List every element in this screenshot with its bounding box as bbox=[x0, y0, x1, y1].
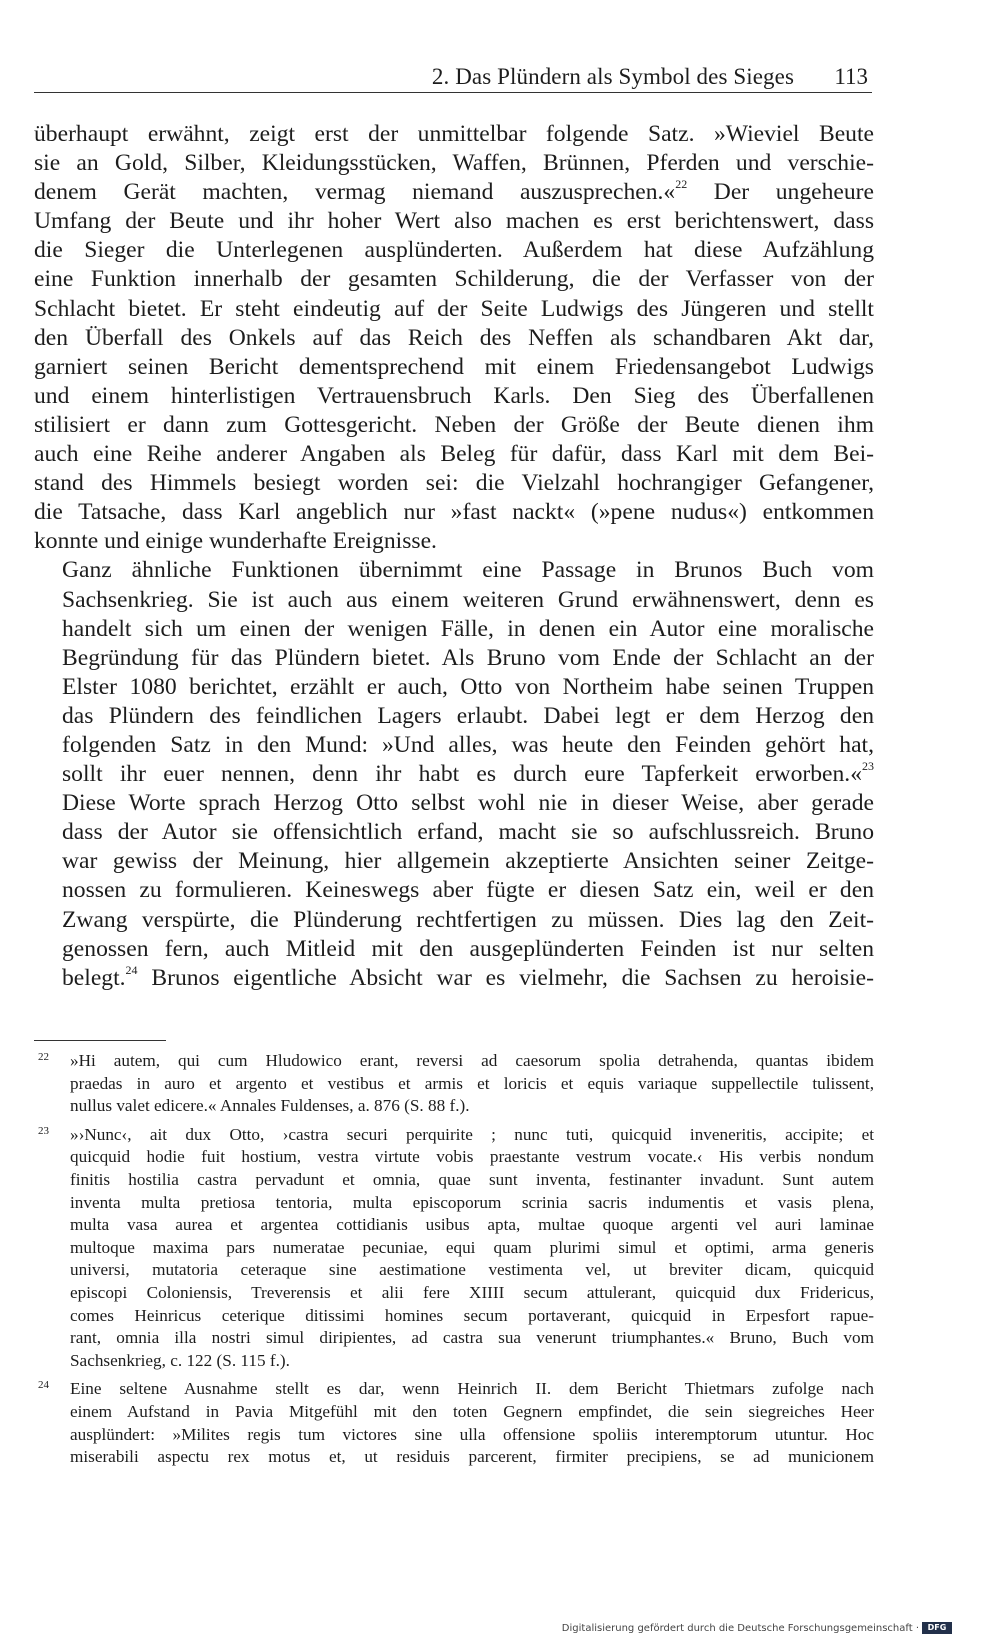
footnote-line: miserabili aspectu rex motus et, ut residuis parcerent, firmiter precipiens, se ad municionem bbox=[70, 1447, 874, 1467]
text-line: sie an Gold, Silber, Kleidungsstücken, Waffen, Brünnen, Pferden und verschie- bbox=[34, 150, 874, 177]
text-line: Ganz ähnliche Funktionen übernimmt eine Passage in Brunos Buch vom bbox=[62, 557, 874, 584]
text-line: belegt.$^{24}$ Brunos eigentliche Absicht war es vielmehr, die Sachsen zu heroisie- bbox=[62, 962, 874, 991]
text-line: Zwang verspürte, die Plünderung rechtfertigen zu müssen. Dies lag den Zeit- bbox=[62, 906, 874, 933]
footnote-ref: 24 bbox=[125, 962, 138, 977]
running-header bbox=[34, 62, 872, 93]
text-line: genossen fern, auch Mitleid mit den ausgeplünderten Feinden ist nur selten bbox=[62, 935, 874, 962]
text-line: folgenden Satz in den Mund: »Und alles, was heute den Feinden gehört hat, bbox=[62, 731, 874, 758]
dfg-logo-icon: DFG bbox=[922, 1622, 952, 1634]
footnote-ref: 22 bbox=[675, 177, 688, 192]
text-line: stand des Himmels besiegt worden sei: die Vielzahl hochrangiger Gefangener, bbox=[34, 470, 874, 497]
text-line: und einem hinterlistigen Vertrauensbruch Karls. Den Sieg des Überfallenen bbox=[34, 382, 874, 409]
footnote-number: 24 bbox=[38, 1379, 49, 1392]
footnote-number: 22 bbox=[38, 1051, 49, 1063]
footnote-line: finitis hostilia castra pervadunt et omnia, quae sunt inventa, festinanter invadunt. Sunt autem bbox=[70, 1169, 874, 1189]
text-line: die Sieger die Unterlegenen ausplünderten. Außerdem hat diese Aufzählung bbox=[34, 237, 874, 264]
footnote-line: rant, omnia illa nostri simul diripientes, ad castra sua venerunt triumphantes.« Bruno, Buch vom bbox=[70, 1328, 874, 1348]
text-line: Diese Worte sprach Herzog Otto selbst wohl nie in dieser Weise, aber gerade bbox=[62, 790, 874, 817]
footnote-24 bbox=[34, 1378, 874, 1468]
text-line: auch eine Reihe anderer Angaben als Beleg für dafür, dass Karl mit dem Bei- bbox=[34, 441, 874, 468]
text-line: den Überfall des Onkels auf das Reich des Neffen als schandbaren Akt dar, bbox=[34, 324, 874, 351]
footnote-line: quicquid hodie fuit hostium, vestra virtute vobis praestante vestrum vocate.‹ His verbis nondum bbox=[70, 1147, 874, 1167]
credit-text: Digitalisierung gefördert durch die Deutsche Forschungsgemeinschaft · bbox=[561, 1622, 919, 1634]
footnotes bbox=[34, 1050, 874, 1475]
running-title: 2. Das Plündern als Symbol des Sieges bbox=[431, 64, 794, 89]
footnote-line: nullus valet edicere.« Annales Fuldenses, a. 876 (S. 88 f.). bbox=[70, 1096, 470, 1116]
digitization-credit bbox=[562, 1622, 952, 1634]
text-line: sollt ihr euer nennen, denn ihr habt es durch eure Tapferkeit erworben.«$^{23}$ bbox=[62, 759, 874, 788]
text-line: Umfang der Beute und ihr hoher Wert also machen es erst berichtenswert, dass bbox=[34, 208, 874, 235]
footnote-line: »Hi autem, qui cum Hludowico erant, reversi ad caesorum spolia detrahenda, quantas ibidem bbox=[70, 1051, 874, 1070]
footnote-line: episcopi Coloniensis, Treverensis et alii fere XIIII secum attulerant, quicquid dux Fridericus, bbox=[70, 1282, 874, 1302]
footnote-22 bbox=[34, 1050, 874, 1118]
footnote-line: Eine seltene Ausnahme stellt es dar, wenn Heinrich II. dem Bericht Thietmars zufolge nach bbox=[70, 1379, 874, 1399]
footnote-line: multa vasa aurea et argentea cottidianis usibus apta, multae quoque argenti vel auri laminae bbox=[70, 1215, 874, 1235]
footnote-line: Sachsenkrieg, c. 122 (S. 115 f.). bbox=[70, 1350, 290, 1370]
footnote-23 bbox=[34, 1124, 874, 1373]
footnote-separator bbox=[34, 1040, 166, 1041]
footnote-line: ausplündert: »Milites regis tum victores sine ulla offensione spoliis interemptorum utuntur. Hoc bbox=[70, 1424, 874, 1444]
footnote-line: universi, mutatoria ceteraque sine aestimatione vestimenta vel, ut breviter dicam, quicquid bbox=[70, 1260, 874, 1280]
text-line: Elster 1080 berichtet, erzählt er auch, Otto von Northeim habe seinen Truppen bbox=[62, 673, 874, 700]
footnote-line: inventa multa pretiosa tentoria, multa episcoporum scrinia sacris indumentis et vasis plena, bbox=[70, 1192, 874, 1212]
text-line: eine Funktion innerhalb der gesamten Schilderung, die der Verfasser von der bbox=[34, 266, 874, 293]
text-line: handelt sich um einen der wenigen Fälle, in denen ein Autor eine moralische bbox=[62, 615, 874, 642]
text-line: konnte und einige wunderhafte Ereignisse. bbox=[34, 528, 437, 555]
text-line: die Tatsache, dass Karl angeblich nur »fast nackt« (»pene nudus«) entkommen bbox=[34, 499, 874, 526]
text-line: Schlacht bietet. Er steht eindeutig auf der Seite Ludwigs des Jüngeren und stellt bbox=[34, 295, 874, 322]
text-line: war gewiss der Meinung, hier allgemein akzeptierte Ansichten seiner Zeitge- bbox=[62, 848, 874, 875]
footnote-line: praedas in auro et argento et vestibus et armis et loricis et equis variaque suppellectile tulissent, bbox=[70, 1073, 874, 1093]
footnote-number: 23 bbox=[38, 1124, 49, 1137]
footnote-ref: 23 bbox=[862, 759, 874, 774]
text-line: denem Gerät machten, vermag niemand auszusprechen.«$^{22}$ Der ungeheure bbox=[34, 177, 874, 206]
text-line: das Plündern des feindlichen Lagers erlaubt. Dabei legt er dem Herzog den bbox=[62, 702, 874, 729]
paragraph bbox=[34, 556, 874, 992]
main-text bbox=[34, 120, 874, 993]
text-line: stilisiert er dann zum Gottesgericht. Neben der Größe der Beute dienen ihm bbox=[34, 411, 874, 438]
footnote-line: »›Nunc‹, ait dux Otto, ›castra securi perquirite ; nunc tuti, quicquid inveneritis, accipite; et bbox=[70, 1124, 874, 1144]
text-line: garniert seinen Bericht dementsprechend mit einem Friedensangebot Ludwigs bbox=[34, 353, 874, 380]
page-number: 113 bbox=[834, 64, 868, 89]
text-line: dass der Autor sie offensichtlich erfand, macht sie so aufschlussreich. Bruno bbox=[62, 819, 874, 846]
footnote-line: multoque maxima pars numeratae pecuniae, equi quam plurimi simul et optimi, arma generis bbox=[70, 1237, 874, 1257]
paragraph bbox=[34, 120, 874, 556]
text-line: Sachsenkrieg. Sie ist auch aus einem weiteren Grund erwähnenswert, denn es bbox=[62, 586, 874, 613]
footnote-line: comes Heinricus ceterique ditissimi homines secum portaverant, quicquid in Erpesfort rapue- bbox=[70, 1305, 874, 1325]
footnote-line: einem Aufstand in Pavia Mitgefühl mit den toten Gegnern empfindet, die sein siegreiches Heer bbox=[70, 1401, 874, 1421]
text-line: nossen zu formulieren. Keineswegs aber fügte er diesen Satz ein, weil er den bbox=[62, 877, 874, 904]
text-line: Begründung für das Plündern bietet. Als Bruno vom Ende der Schlacht an der bbox=[62, 644, 874, 671]
text-line: überhaupt erwähnt, zeigt erst der unmittelbar folgende Satz. »Wieviel Beute bbox=[34, 121, 874, 147]
